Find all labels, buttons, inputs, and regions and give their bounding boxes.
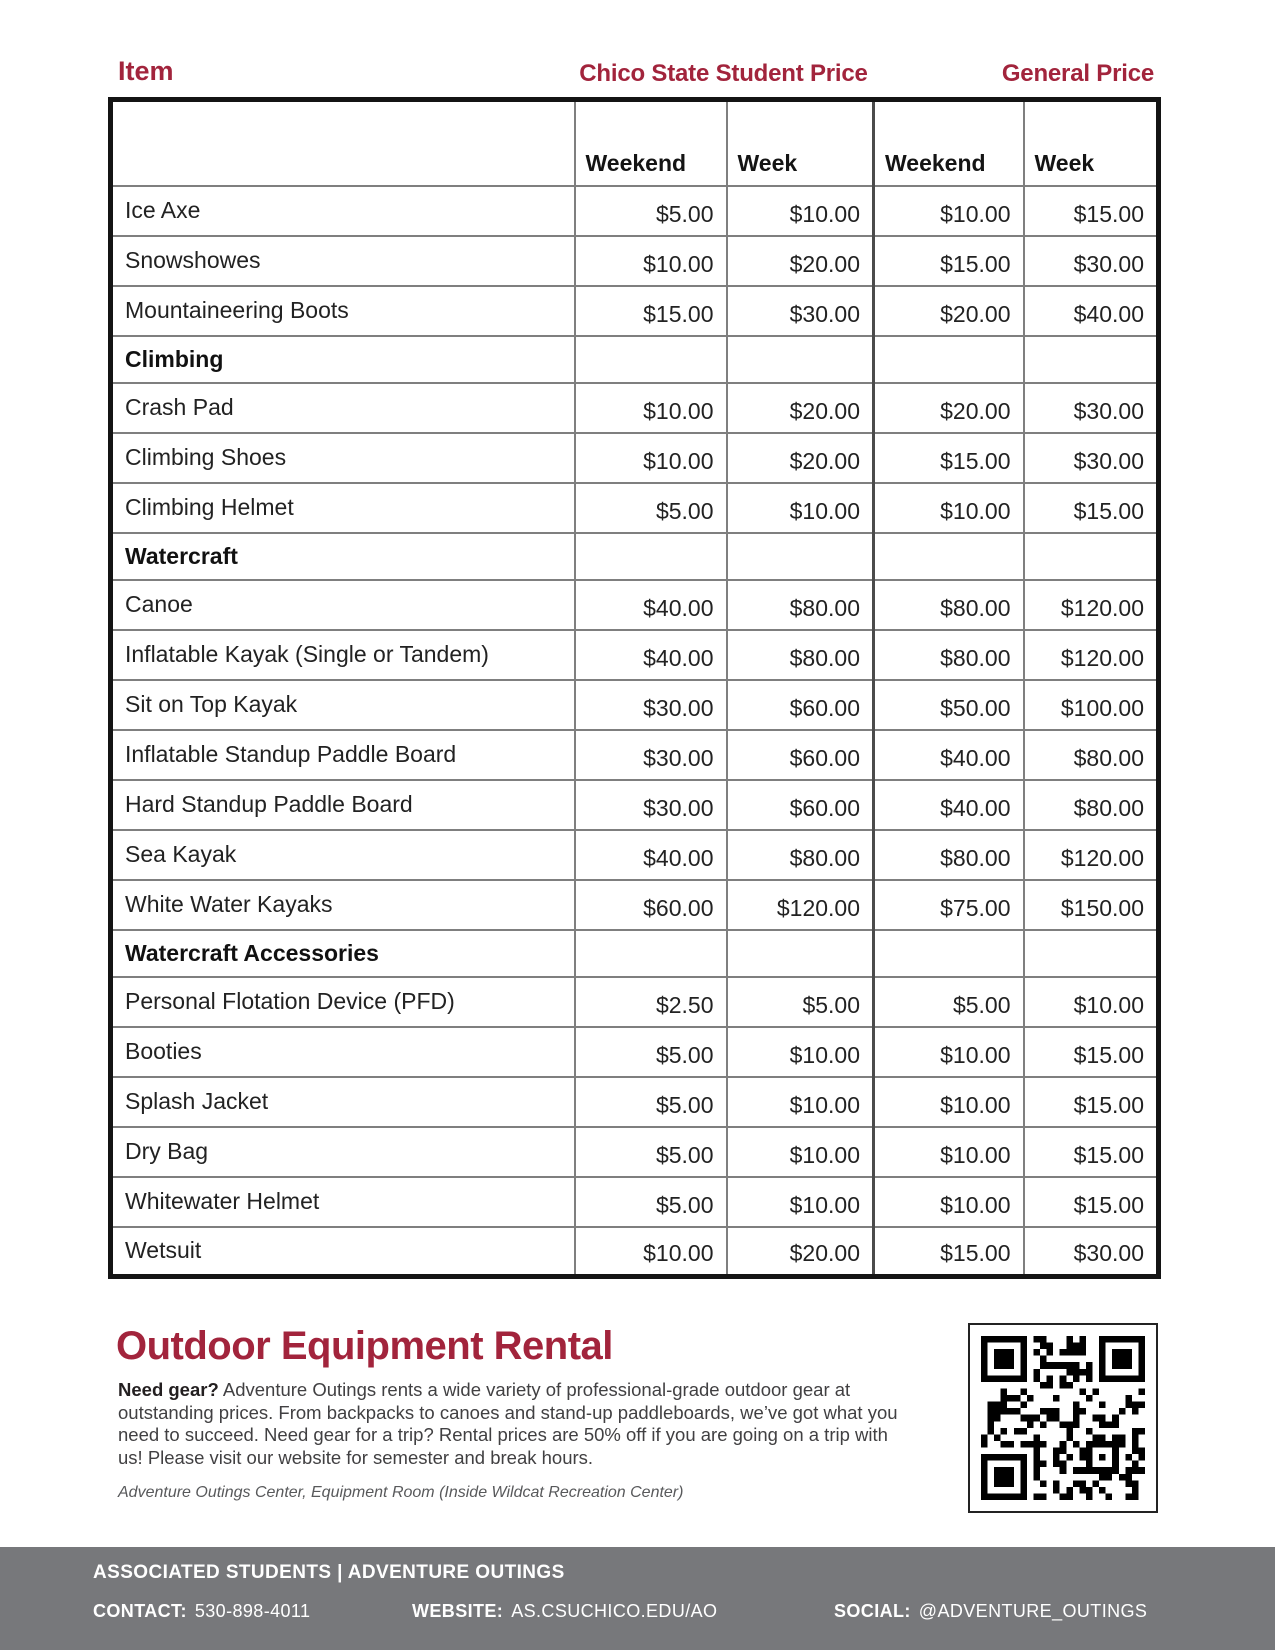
qr-code-pattern (981, 1336, 1145, 1500)
item-name: Splash Jacket (111, 1077, 575, 1127)
price-cell: $60.00 (727, 780, 874, 830)
price-cell: $20.00 (727, 383, 874, 433)
price-cell: $15.00 (1024, 1027, 1159, 1077)
rental-price-table (108, 97, 1161, 1279)
price-cell: $150.00 (1024, 880, 1159, 930)
item-name: Inflatable Standup Paddle Board (111, 730, 575, 780)
item-name: Sit on Top Kayak (111, 680, 575, 730)
price-cell: $10.00 (727, 1177, 874, 1227)
section-title: Climbing (111, 336, 575, 383)
price-cell: $5.00 (575, 1177, 727, 1227)
price-cell: $5.00 (874, 977, 1024, 1027)
student-price-column-header: Chico State Student Price (579, 60, 868, 87)
price-cell: $50.00 (874, 680, 1024, 730)
page-title: Outdoor Equipment Rental (116, 1324, 613, 1368)
price-cell: $80.00 (1024, 780, 1159, 830)
price-cell: $20.00 (727, 236, 874, 286)
price-cell: $10.00 (874, 186, 1024, 236)
price-cell: $80.00 (874, 630, 1024, 680)
location-note: Adventure Outings Center, Equipment Room (Inside Wildcat Recreation Center) (118, 1484, 684, 1501)
price-cell (874, 533, 1024, 580)
table-row (111, 730, 1159, 780)
footer-website (412, 1601, 717, 1622)
price-cell: $20.00 (874, 286, 1024, 336)
item-name: Snowshowes (111, 236, 575, 286)
price-cell (575, 930, 727, 977)
price-cell: $10.00 (727, 1077, 874, 1127)
price-cell: $100.00 (1024, 680, 1159, 730)
table-row (111, 977, 1159, 1027)
price-cell: $15.00 (1024, 1127, 1159, 1177)
price-cell: $15.00 (874, 1227, 1024, 1277)
price-cell: $10.00 (727, 1127, 874, 1177)
price-cell: $40.00 (575, 580, 727, 630)
price-cell: $15.00 (1024, 1077, 1159, 1127)
item-name: Dry Bag (111, 1127, 575, 1177)
price-cell: $30.00 (727, 286, 874, 336)
contact-label: CONTACT: (93, 1601, 187, 1621)
item-name: Sea Kayak (111, 830, 575, 880)
price-cell: $120.00 (1024, 830, 1159, 880)
price-cell: $10.00 (575, 383, 727, 433)
footer-org: ASSOCIATED STUDENTS | ADVENTURE OUTINGS (93, 1562, 565, 1583)
table-row (111, 286, 1159, 336)
website-label: WEBSITE: (412, 1601, 504, 1621)
item-name: Canoe (111, 580, 575, 630)
price-cell: $15.00 (1024, 186, 1159, 236)
table-row (111, 383, 1159, 433)
item-name: Hard Standup Paddle Board (111, 780, 575, 830)
price-cell: $10.00 (874, 1027, 1024, 1077)
price-cell (1024, 930, 1159, 977)
table-row (111, 630, 1159, 680)
price-cell (727, 336, 874, 383)
price-cell: $10.00 (727, 186, 874, 236)
price-cell: $40.00 (575, 830, 727, 880)
table-row (111, 580, 1159, 630)
price-cell: $10.00 (874, 1127, 1024, 1177)
price-cell: $5.00 (575, 186, 727, 236)
item-name: Personal Flotation Device (PFD) (111, 977, 575, 1027)
section-row (111, 336, 1159, 383)
item-name: White Water Kayaks (111, 880, 575, 930)
price-cell: $10.00 (575, 433, 727, 483)
price-cell: $30.00 (1024, 433, 1159, 483)
item-name: Wetsuit (111, 1227, 575, 1277)
table-row (111, 780, 1159, 830)
price-cell: $40.00 (874, 730, 1024, 780)
table-row (111, 483, 1159, 533)
social-label: SOCIAL: (834, 1601, 911, 1621)
price-cell (727, 930, 874, 977)
table-row (111, 880, 1159, 930)
item-name: Ice Axe (111, 186, 575, 236)
table-row (111, 680, 1159, 730)
footer-social (834, 1601, 1147, 1622)
price-cell: $120.00 (1024, 630, 1159, 680)
price-cell: $15.00 (874, 433, 1024, 483)
price-cell: $20.00 (727, 433, 874, 483)
price-cell: $15.00 (1024, 483, 1159, 533)
price-cell: $120.00 (1024, 580, 1159, 630)
price-cell: $75.00 (874, 880, 1024, 930)
table-row (111, 1127, 1159, 1177)
price-cell: $20.00 (874, 383, 1024, 433)
price-cell: $30.00 (1024, 236, 1159, 286)
table-row (111, 1077, 1159, 1127)
student-weekend-header: Weekend (575, 100, 727, 186)
price-cell: $10.00 (727, 483, 874, 533)
table-row (111, 236, 1159, 286)
section-title: Watercraft Accessories (111, 930, 575, 977)
price-cell: $15.00 (1024, 1177, 1159, 1227)
price-cell (727, 533, 874, 580)
price-cell: $80.00 (727, 630, 874, 680)
price-cell: $80.00 (727, 580, 874, 630)
price-cell (1024, 336, 1159, 383)
price-cell (874, 930, 1024, 977)
price-cell: $10.00 (575, 1227, 727, 1277)
price-cell: $15.00 (575, 286, 727, 336)
price-cell (1024, 533, 1159, 580)
price-cell (575, 336, 727, 383)
price-cell: $60.00 (727, 730, 874, 780)
price-cell: $15.00 (874, 236, 1024, 286)
table-row (111, 186, 1159, 236)
price-cell: $40.00 (1024, 286, 1159, 336)
section-row (111, 533, 1159, 580)
price-cell: $10.00 (575, 236, 727, 286)
general-weekend-header: Weekend (874, 100, 1024, 186)
description-lead: Need gear? (118, 1379, 219, 1400)
footer-contact (93, 1601, 310, 1622)
contact-value: 530-898-4011 (194, 1601, 311, 1621)
price-cell: $20.00 (727, 1227, 874, 1277)
footer-bar (0, 1547, 1275, 1650)
price-cell: $60.00 (575, 880, 727, 930)
table-row (111, 1177, 1159, 1227)
price-cell: $5.00 (575, 1127, 727, 1177)
table-row (111, 1027, 1159, 1077)
qr-code-icon (968, 1323, 1158, 1513)
price-cell: $10.00 (874, 1077, 1024, 1127)
price-cell: $30.00 (1024, 1227, 1159, 1277)
general-price-column-header: General Price (1001, 60, 1154, 87)
price-cell (874, 336, 1024, 383)
social-value: @ADVENTURE_OUTINGS (918, 1601, 1148, 1621)
item-name: Booties (111, 1027, 575, 1077)
price-cell: $80.00 (727, 830, 874, 880)
item-name: Whitewater Helmet (111, 1177, 575, 1227)
student-week-header: Week (727, 100, 874, 186)
price-cell: $80.00 (874, 580, 1024, 630)
item-name: Crash Pad (111, 383, 575, 433)
description-text: Adventure Outings rents a wide variety of professional-grade outdoor gear at outstanding prices. From backpacks to canoes and stand-up paddleboards, we’ve got what you need to succeed. Need gear for a trip? Rental prices are 50% off if you are going on a trip with us! Please visit our website for semester and break hours. (118, 1379, 898, 1468)
price-cell: $2.50 (575, 977, 727, 1027)
website-value: AS.CSUCHICO.EDU/AO (511, 1601, 718, 1621)
price-cell: $10.00 (874, 1177, 1024, 1227)
price-cell: $80.00 (874, 830, 1024, 880)
general-week-header: Week (1024, 100, 1159, 186)
price-cell: $5.00 (727, 977, 874, 1027)
price-cell: $30.00 (1024, 383, 1159, 433)
price-cell: $30.00 (575, 730, 727, 780)
price-cell: $60.00 (727, 680, 874, 730)
price-cell: $5.00 (575, 1027, 727, 1077)
price-cell: $5.00 (575, 1077, 727, 1127)
price-cell: $30.00 (575, 780, 727, 830)
item-column-header: Item (118, 56, 174, 86)
price-cell: $80.00 (1024, 730, 1159, 780)
table-row (111, 830, 1159, 880)
section-title: Watercraft (111, 533, 575, 580)
table-subheader-row (111, 100, 1159, 186)
price-cell: $40.00 (874, 780, 1024, 830)
price-cell: $10.00 (874, 483, 1024, 533)
table-row (111, 433, 1159, 483)
price-cell: $10.00 (727, 1027, 874, 1077)
description-paragraph (118, 1379, 906, 1469)
item-name: Climbing Helmet (111, 483, 575, 533)
item-header-cell (111, 100, 575, 186)
table-row (111, 1227, 1159, 1277)
price-cell: $10.00 (1024, 977, 1159, 1027)
section-row (111, 930, 1159, 977)
item-name: Mountaineering Boots (111, 286, 575, 336)
price-cell: $120.00 (727, 880, 874, 930)
price-cell: $40.00 (575, 630, 727, 680)
price-cell: $5.00 (575, 483, 727, 533)
item-name: Climbing Shoes (111, 433, 575, 483)
price-cell (575, 533, 727, 580)
price-cell: $30.00 (575, 680, 727, 730)
item-name: Inflatable Kayak (Single or Tandem) (111, 630, 575, 680)
